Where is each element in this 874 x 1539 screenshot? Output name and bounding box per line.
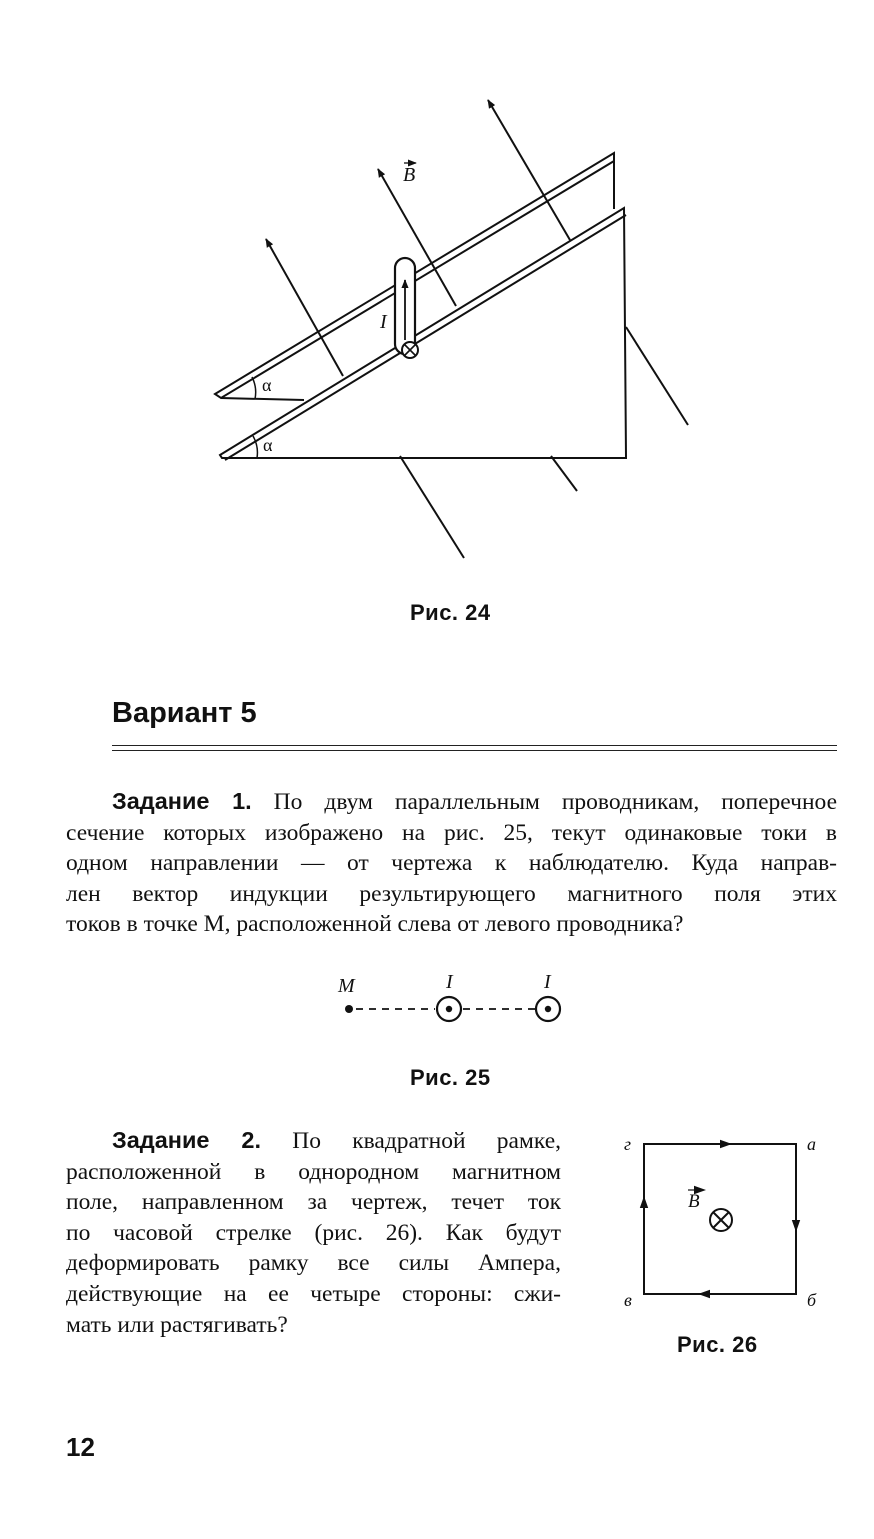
corner-label-g: г xyxy=(624,1134,632,1154)
current-out-of-page-icon xyxy=(536,997,560,1021)
figure-26 xyxy=(610,1120,830,1320)
field-line-left-lower xyxy=(400,456,464,558)
task-2-line-4: по часовой стрелке (рис. 26). Как будут xyxy=(66,1219,561,1246)
task-1-label: Задание 1. xyxy=(112,788,252,814)
current-2-label: I xyxy=(544,971,551,993)
incline-triangle xyxy=(220,208,626,458)
task-2-line-7: мать или растягивать? xyxy=(66,1311,288,1338)
task-2-line-6: действующие на ее четыре стороны: сжи- xyxy=(66,1280,561,1307)
task-2-line-3: поле, направленном за чертеж, течет ток xyxy=(66,1189,561,1216)
field-b-label: B xyxy=(688,1191,700,1212)
task-2-text xyxy=(66,1125,561,1340)
angle-arc-bottom xyxy=(253,436,257,458)
task-1-text xyxy=(66,786,837,940)
angle-arc-top xyxy=(252,377,256,399)
point-m-dot xyxy=(345,1005,353,1013)
task-2-label: Задание 2. xyxy=(112,1127,261,1153)
upper-rail-base xyxy=(221,398,304,400)
field-line-right-lower xyxy=(626,327,688,425)
current-label: I xyxy=(380,311,387,333)
field-line-middle xyxy=(378,169,456,306)
figure-24-caption: Рис. 24 xyxy=(410,600,491,625)
page-number: 12 xyxy=(66,1432,95,1462)
corner-label-a: а xyxy=(807,1134,816,1154)
section-title: Вариант 5 xyxy=(112,697,257,729)
point-m-label: M xyxy=(338,975,355,997)
b-vector-label: B xyxy=(403,164,416,186)
corner-label-v: в xyxy=(624,1290,632,1310)
task-1-line-2: сечение которых изображено на рис. 25, текут одинаковые токи в xyxy=(66,819,837,846)
field-line-middle-lower xyxy=(551,456,577,491)
task-1-line-3: одном направлении — от чертежа к наблюдателю. Куда направ- xyxy=(66,850,837,877)
angle-label-top: α xyxy=(262,375,272,395)
angle-label-bottom: α xyxy=(263,435,273,455)
task-1-line-1: По двум параллельным проводникам, поперечное xyxy=(251,789,837,815)
figure-24 xyxy=(0,0,874,600)
heading-rule-top xyxy=(112,745,837,746)
figure-26-caption: Рис. 26 xyxy=(677,1332,758,1357)
task-2-line-2: расположенной в однородном магнитном xyxy=(66,1158,561,1185)
task-1-line-4: лен вектор индукции результирующего магнитного поля этих xyxy=(66,880,837,907)
figure-25 xyxy=(320,962,580,1032)
field-into-page-icon xyxy=(710,1209,732,1231)
task-2-line-5: деформировать рамку все силы Ампера, xyxy=(66,1250,561,1277)
current-out-of-page-icon xyxy=(437,997,461,1021)
task-1-line-5: токов в точке M, расположенной слева от левого проводника? xyxy=(66,911,684,938)
figure-25-caption: Рис. 25 xyxy=(410,1065,491,1090)
field-line-right xyxy=(488,100,570,240)
task-2-line-1: По квадратной рамке, xyxy=(261,1128,561,1154)
heading-rule-bottom xyxy=(112,750,837,751)
corner-label-b: б xyxy=(807,1290,817,1310)
current-1-label: I xyxy=(446,971,453,993)
